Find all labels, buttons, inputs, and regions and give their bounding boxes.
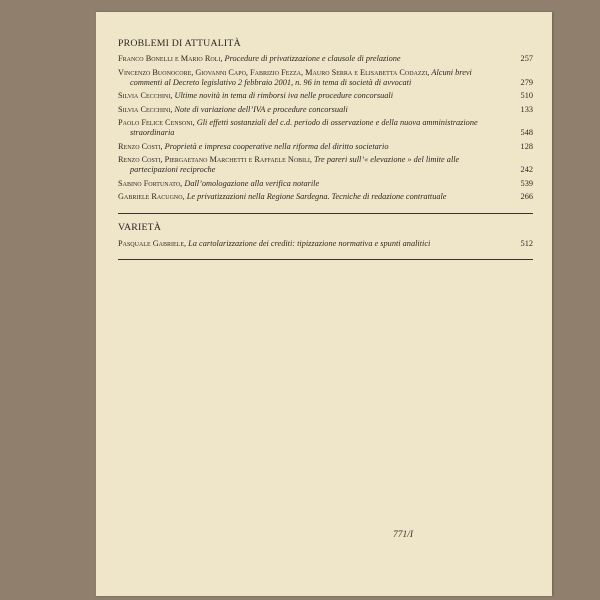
toc-entry: Vincenzo Buonocore, Giovanni Capo, Fabrizio Fezza, Mauro Serra e Elisabetta Codazzi, Alcuni brevi commenti al Decreto legislativo 2 febbraio 2001, n. 96 in tema di società di avvocati 279: [118, 67, 533, 87]
toc-entry: Silvia Cecchini, Note di variazione dell’IVA e procedure concorsuali 133: [118, 104, 533, 114]
entry-authors: Silvia Cecchini: [118, 91, 171, 100]
entry-title: Le privatizzazioni nella Regione Sardegna. Tecniche di redazione contrattuale: [186, 192, 447, 201]
toc-entry: Gabriele Racugno, Le privatizzazioni nella Regione Sardegna. Tecniche di redazione contrattuale 266: [118, 192, 533, 201]
entry-authors: Pasquale Gabriele: [118, 238, 185, 248]
entry-page: 128: [520, 141, 533, 151]
entry-authors: Silvia Cecchini: [118, 104, 171, 114]
toc-entry: Paolo Felice Censoni, Gli effetti sostanziali del c.d. periodo di osservazione e della nuova amministrazione straordinaria 548: [118, 118, 533, 137]
entry-authors: Franco Bonelli e Mario Roli: [118, 54, 221, 63]
entry-title: Ultime novità in tema di rimborsi iva nelle procedure concorsuali: [174, 91, 394, 100]
section-divider: [118, 206, 533, 220]
entry-authors: Gabriele Racugno: [118, 192, 183, 201]
entry-page: 242: [520, 165, 533, 174]
entry-title: Dall’omologazione alla verifica notarile: [184, 178, 320, 188]
divider-rule: [118, 213, 533, 214]
entry-page: 279: [520, 77, 533, 87]
section-title: VARIETÀ: [118, 221, 162, 233]
entry-title: Proprietà e impresa cooperative nella riforma del diritto societario: [164, 141, 389, 151]
book-page: [96, 12, 552, 596]
entry-page: 257: [520, 54, 533, 63]
section-problemi: [118, 38, 533, 202]
toc-entry: Renzo Costi, Piergaetano Marchetti e Raffaele Nobili, Tre pareri sull’« elevazione » del limite alle partecipazioni reciproche 242: [118, 155, 533, 174]
toc-entry: Silvia Cecchini, Ultime novità in tema di rimborsi iva nelle procedure concorsuali 510: [118, 91, 533, 100]
entry-authors: Sabino Fortunato: [118, 178, 181, 188]
entry-authors: Paolo Felice Censoni: [118, 118, 193, 127]
table-of-contents: [118, 38, 533, 266]
entry-authors: Renzo Costi: [118, 141, 161, 151]
toc-entry: Franco Bonelli e Mario Roli, Procedure di privatizzazione e clausole di prelazione 257: [118, 54, 533, 63]
entry-title: Gli effetti sostanziali del c.d. periodo di osservazione e della nuova amministrazione straordinaria: [130, 118, 478, 137]
page-folio: 771/I: [393, 530, 414, 540]
entry-title: Procedure di privatizzazione e clausole di prelazione: [224, 54, 401, 63]
entry-title: La cartolarizzazione dei crediti: tipizzazione normativa e spunti analitici: [188, 238, 431, 248]
entry-authors: Vincenzo Buonocore, Giovanni Capo, Fabrizio Fezza, Mauro Serra e Elisabetta Codazzi: [118, 67, 428, 77]
entry-title: Note di variazione dell’IVA e procedure concorsuali: [174, 104, 348, 114]
divider-rule: [118, 259, 533, 260]
entry-page: 510: [520, 91, 533, 100]
entry-title: Tre pareri sull’« elevazione » del limite alle partecipazioni reciproche: [130, 155, 460, 174]
entry-page: 266: [520, 192, 533, 201]
entry-authors: Renzo Costi, Piergaetano Marchetti e Raffaele Nobili: [118, 155, 310, 164]
toc-entry: Sabino Fortunato, Dall’omologazione alla verifica notarile 539: [118, 178, 533, 188]
entry-title: Alcuni brevi commenti al Decreto legislativo 2 febbraio 2001, n. 96 in tema di società di avvocati: [130, 67, 472, 87]
toc-entry: Pasquale Gabriele, La cartolarizzazione dei crediti: tipizzazione normativa e spunti analitici 512: [118, 238, 533, 248]
entry-page: 539: [520, 178, 533, 188]
entry-page: 133: [520, 104, 533, 114]
section-divider: [118, 252, 533, 266]
entry-page: 548: [520, 128, 533, 137]
toc-entry: Renzo Costi, Proprietà e impresa cooperative nella riforma del diritto societario 128: [118, 141, 533, 151]
section-varieta: [118, 222, 533, 249]
section-title: PROBLEMI DI ATTUALITÀ: [118, 38, 241, 49]
entry-page: 512: [520, 238, 533, 248]
